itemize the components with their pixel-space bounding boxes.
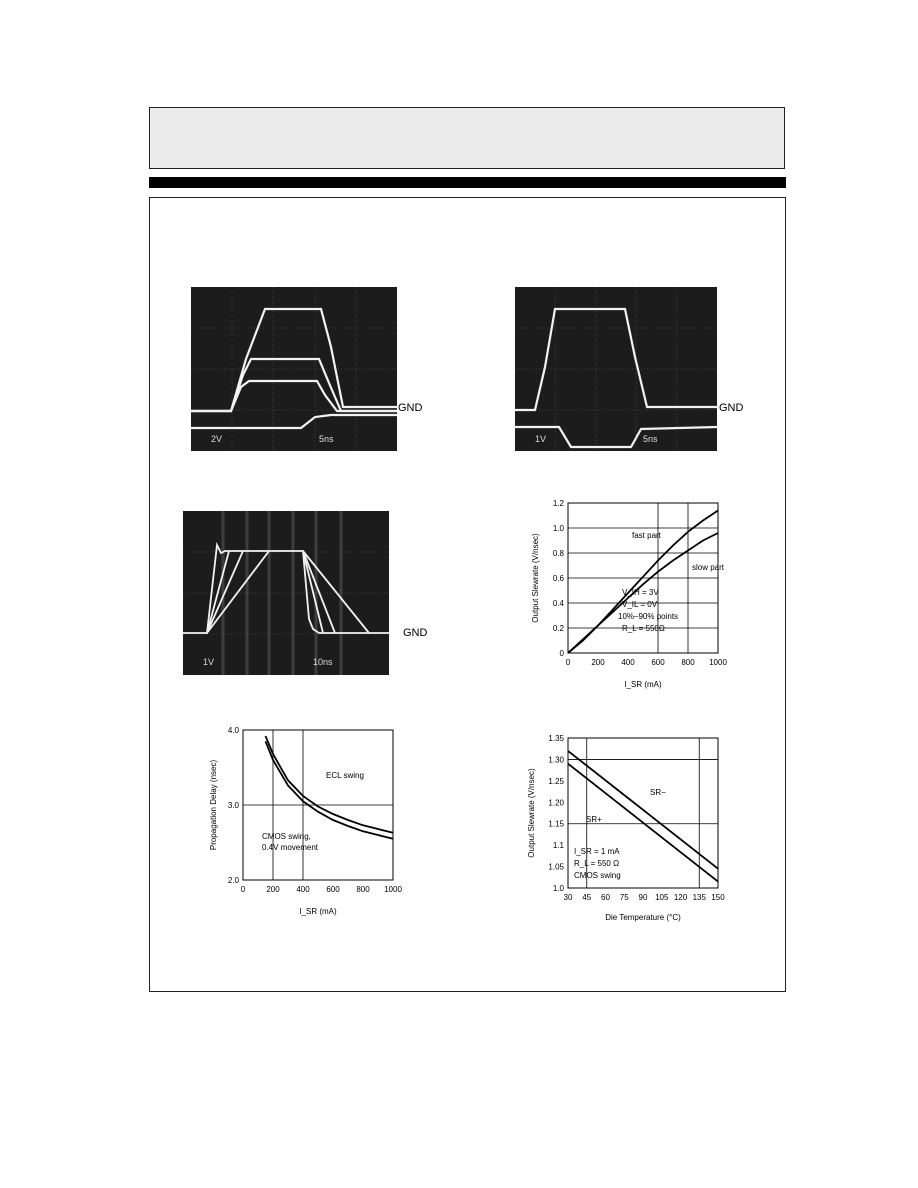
chart-3-ytick: 1.15 (548, 819, 564, 829)
chart-3-ytick: 1.30 (548, 755, 564, 765)
scope-2-tdiv: 5ns (643, 434, 658, 444)
chart-2-xtick: 400 (296, 885, 310, 894)
scope-1-vdiv: 2V (211, 434, 223, 444)
chart-2-ytick: 3.0 (227, 801, 239, 810)
scope-2-vdiv: 1V (535, 434, 547, 444)
chart-3-ytick: 1.35 (548, 734, 564, 743)
chart-1-note-points: 10%–90% points (618, 612, 679, 621)
chart-1-note-vih: V_IH = 3V (622, 588, 659, 597)
chart-3-xtick: 60 (601, 893, 610, 902)
chart-3-ytick: 1.05 (548, 862, 564, 872)
chart-3-xtick: 90 (638, 893, 648, 902)
chart-2-series-1 (266, 741, 394, 839)
chart-2-xtick: 800 (356, 885, 370, 894)
chart-1-ytick: 0.6 (552, 574, 564, 583)
chart-3-ytick: 1.20 (548, 798, 564, 808)
chart-2-ytick: 2.0 (227, 876, 239, 885)
gnd-label-1: GND (398, 402, 423, 414)
chart-1-xtick: 600 (651, 658, 665, 667)
slewrate-vs-isr-chart (520, 497, 730, 697)
chart-2-xtick: 200 (266, 885, 280, 894)
scope-3-tdiv: 10ns (313, 657, 333, 667)
chart-1-xtick: 800 (681, 658, 695, 667)
chart-3-ytick: 1.0 (552, 884, 564, 893)
chart-3-xtick: 45 (582, 893, 592, 902)
chart-1-xtick: 200 (591, 658, 605, 667)
chart-3-note-rl: R_L = 550 Ω (574, 859, 620, 868)
chart-1-note-slow: slow part (692, 563, 725, 572)
chart-1-xlabel: I_SR (mA) (624, 680, 662, 689)
chart-3-xtick: 120 (673, 893, 688, 902)
oscilloscope-photo-3 (183, 511, 389, 675)
oscilloscope-photo-2 (515, 287, 717, 451)
chart-1-xtick: 0 (565, 658, 571, 667)
oscilloscope-photo-1 (191, 287, 397, 451)
gnd-label-3: GND (403, 627, 428, 639)
chart-3-note-cmos: CMOS swing (574, 871, 621, 880)
chart-2-note-cmos: CMOS swing, (262, 832, 311, 841)
chart-2-xlabel: I_SR (mA) (299, 907, 337, 916)
chart-1-ylabel: Output Slewrate (V/nsec) (531, 533, 540, 623)
chart-1-note-fast: fast part (632, 531, 661, 540)
chart-2-xtick: 0 (240, 885, 246, 894)
chart-2-xtick: 1000 (384, 885, 402, 894)
chart-1-xtick: 400 (621, 658, 635, 667)
gnd-label-2: GND (719, 402, 744, 414)
header-box (149, 107, 785, 169)
scope-1-tdiv: 5ns (319, 434, 334, 444)
chart-1-ytick: 1.0 (552, 524, 564, 533)
chart-2-ytick: 4.0 (227, 726, 239, 735)
propagation-delay-chart (200, 722, 415, 922)
chart-1-note-vil: V_IL = 0V (622, 600, 658, 609)
chart-3-note-srminus: SR− (650, 788, 666, 797)
chart-1-ytick: 0 (559, 649, 564, 658)
chart-3-ylabel: Output Slewrate (V/nsec) (527, 768, 536, 858)
slewrate-vs-temperature-chart (520, 730, 735, 930)
chart-1-ytick: 1.2 (552, 499, 564, 508)
section-rule (149, 177, 786, 188)
chart-3-xtick: 30 (563, 893, 573, 902)
chart-2-xtick: 600 (326, 885, 340, 894)
chart-3-xlabel: Die Temperature (°C) (605, 913, 681, 922)
chart-3-xtick: 105 (655, 893, 669, 902)
chart-1-ytick: 0.2 (552, 624, 564, 633)
scope-3-vdiv: 1V (203, 657, 215, 667)
chart-2-ylabel: Propagation Delay (nsec) (209, 759, 218, 851)
chart-1-xtick: 1000 (709, 658, 727, 667)
chart-1-ytick: 0.8 (552, 549, 564, 558)
chart-3-xtick: 135 (692, 893, 706, 902)
chart-3-note-srplus: SR+ (586, 815, 602, 824)
chart-2-note-ecl: ECL swing (326, 771, 364, 780)
chart-1-ytick: 0.4 (552, 599, 564, 608)
scope-grid (191, 287, 397, 451)
chart-2-note-move: 0.4V movement (262, 843, 319, 852)
chart-1-note-rl: R_L = 550Ω (622, 624, 665, 633)
chart-3-xtick: 75 (619, 893, 629, 902)
chart-3-note-isr: I_SR = 1 mA (574, 847, 620, 856)
chart-3-ytick: 1.25 (548, 776, 564, 786)
chart-3-xtick: 150 (711, 893, 725, 902)
chart-3-ytick: 1.1 (552, 841, 564, 851)
